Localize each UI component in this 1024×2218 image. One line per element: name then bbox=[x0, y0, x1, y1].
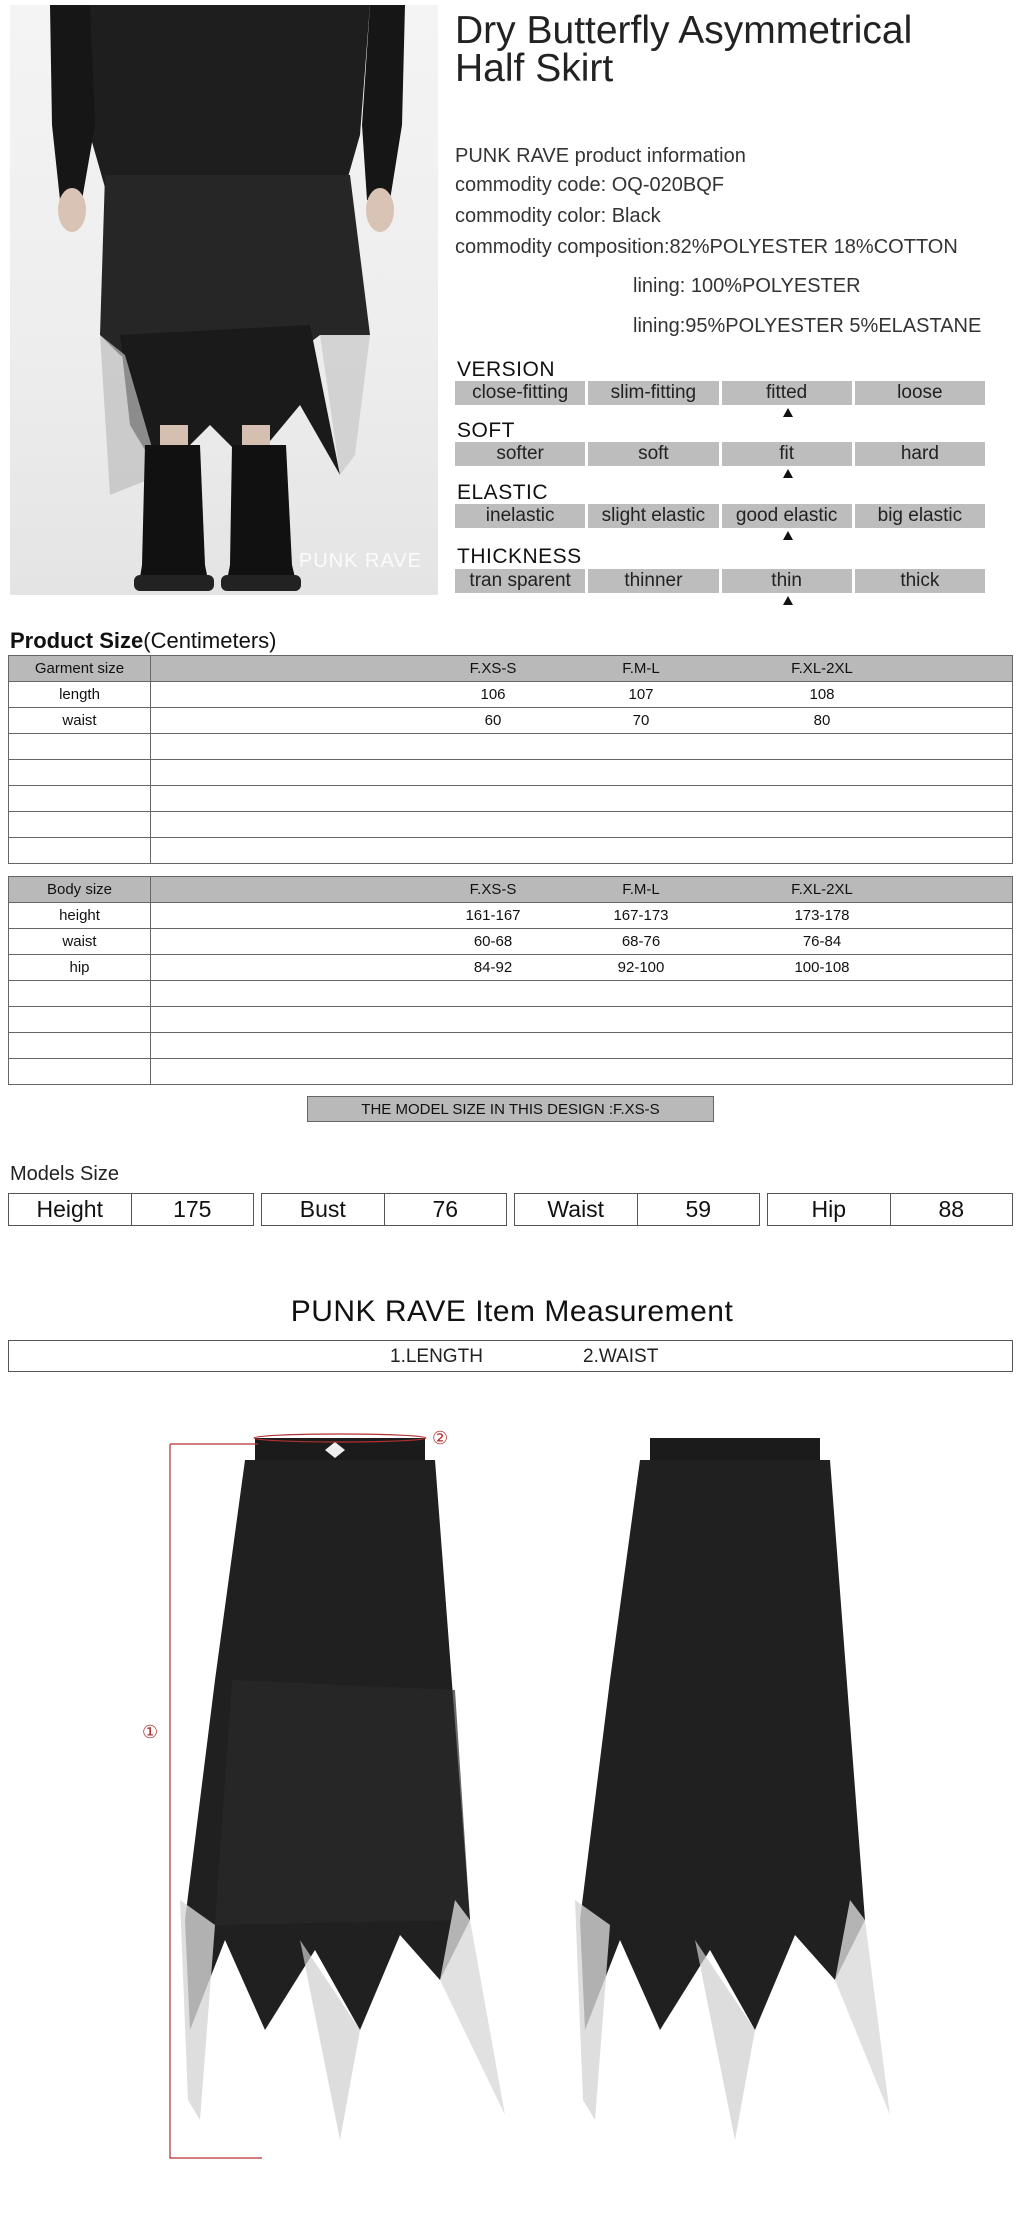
model-measure-value: 88 bbox=[938, 1196, 965, 1222]
version-label: VERSION bbox=[457, 358, 556, 381]
model-waist bbox=[514, 1193, 760, 1226]
cell-value: 68-76 bbox=[621, 933, 661, 950]
info-color-label: commodity color: bbox=[455, 205, 607, 227]
info-composition bbox=[455, 236, 958, 259]
cell-value: 161-167 bbox=[465, 907, 521, 924]
measurement-figure bbox=[0, 1380, 1024, 2218]
skirt-flat-illustrations bbox=[0, 1380, 1024, 2218]
soft-option: softer bbox=[455, 442, 585, 466]
cell-value: 167-173 bbox=[613, 907, 669, 924]
cell-value: 106 bbox=[480, 686, 506, 703]
garment-size-table bbox=[8, 655, 1013, 864]
thickness-scale bbox=[455, 569, 985, 593]
size-header: F.XS-S bbox=[469, 660, 517, 677]
table-row-empty bbox=[9, 1007, 1013, 1033]
elastic-selected-marker bbox=[783, 531, 793, 540]
product-title-line2: Half Skirt bbox=[455, 47, 614, 90]
row-label: height bbox=[9, 903, 151, 929]
version-selected-marker bbox=[783, 408, 793, 417]
model-measure-label: Waist bbox=[515, 1194, 638, 1225]
table-row-empty bbox=[9, 838, 1013, 864]
table-row bbox=[9, 708, 1013, 734]
model-measure-value: 175 bbox=[173, 1196, 212, 1222]
skirt-front-illustration bbox=[180, 1438, 505, 2140]
table-row-empty bbox=[9, 812, 1013, 838]
model-measure-label: Height bbox=[9, 1194, 132, 1225]
info-lining-1-label: lining: bbox=[633, 275, 686, 297]
cell-value: 70 bbox=[632, 712, 650, 729]
cell-value: 173-178 bbox=[794, 907, 850, 924]
table-row bbox=[9, 929, 1013, 955]
soft-option: soft bbox=[588, 442, 718, 466]
version-scale bbox=[455, 381, 985, 405]
table-row bbox=[9, 903, 1013, 929]
product-title bbox=[455, 9, 1015, 90]
product-size-unit: (Centimeters) bbox=[143, 628, 277, 653]
waist-marker: ② bbox=[432, 1428, 449, 1449]
elastic-option: good elastic bbox=[722, 504, 852, 528]
model-measure-label: Hip bbox=[768, 1194, 891, 1225]
body-size-header: Body size bbox=[9, 877, 151, 903]
info-code-label: commodity code: bbox=[455, 174, 607, 196]
table-row-empty bbox=[9, 1033, 1013, 1059]
size-header: F.M-L bbox=[622, 660, 660, 677]
info-lining-1-value: 100%POLYESTER bbox=[690, 275, 861, 297]
model-bust bbox=[261, 1193, 507, 1226]
table-header-row bbox=[9, 877, 1013, 903]
row-label: hip bbox=[9, 955, 151, 981]
cell-value: 76-84 bbox=[802, 933, 842, 950]
row-label: length bbox=[9, 682, 151, 708]
cell-value: 107 bbox=[628, 686, 654, 703]
photo-watermark: PUNK RAVE bbox=[298, 550, 422, 572]
info-composition-label: commodity composition: bbox=[455, 236, 670, 258]
measurement-item-waist: 2.WAIST bbox=[583, 1346, 659, 1367]
row-label: waist bbox=[9, 929, 151, 955]
thickness-label: THICKNESS bbox=[457, 545, 582, 568]
soft-selected-marker bbox=[783, 469, 793, 478]
cell-value: 84-92 bbox=[473, 959, 513, 976]
cell-value: 80 bbox=[813, 712, 831, 729]
thickness-option: thin bbox=[722, 569, 852, 593]
elastic-option: inelastic bbox=[455, 504, 585, 528]
soft-label: SOFT bbox=[457, 419, 515, 442]
info-code bbox=[455, 174, 724, 197]
body-size-table bbox=[8, 876, 1013, 1085]
size-header: F.XL-2XL bbox=[791, 660, 853, 677]
table-row-empty bbox=[9, 1059, 1013, 1085]
version-option: close-fitting bbox=[455, 381, 585, 405]
table-row bbox=[9, 682, 1013, 708]
product-title-line1: Dry Butterfly Asymmetrical bbox=[455, 9, 913, 52]
table-row bbox=[9, 955, 1013, 981]
info-lining-1 bbox=[633, 275, 861, 298]
length-marker: ① bbox=[142, 1722, 159, 1743]
info-color-value: Black bbox=[611, 205, 661, 227]
elastic-label: ELASTIC bbox=[457, 481, 549, 504]
table-row-empty bbox=[9, 760, 1013, 786]
soft-option: fit bbox=[722, 442, 852, 466]
thickness-option: thick bbox=[855, 569, 985, 593]
model-measure-value: 59 bbox=[685, 1196, 712, 1222]
measurement-legend bbox=[8, 1340, 1013, 1372]
cell-value: 100-108 bbox=[794, 959, 850, 976]
model-measure-label: Bust bbox=[262, 1194, 385, 1225]
info-code-value: OQ-020BQF bbox=[611, 174, 724, 196]
soft-option: hard bbox=[855, 442, 985, 466]
table-header-row bbox=[9, 656, 1013, 682]
cell-value: 92-100 bbox=[617, 959, 665, 976]
elastic-option: slight elastic bbox=[588, 504, 718, 528]
row-label: waist bbox=[9, 708, 151, 734]
thickness-option: tran sparent bbox=[455, 569, 585, 593]
info-lining-2-label: lining: bbox=[633, 315, 686, 337]
thickness-selected-marker bbox=[783, 596, 793, 605]
cell-value: 60 bbox=[484, 712, 502, 729]
size-header: F.XS-S bbox=[469, 881, 517, 898]
info-color bbox=[455, 205, 661, 228]
soft-scale bbox=[455, 442, 985, 466]
model-illustration bbox=[10, 5, 438, 595]
model-hip bbox=[767, 1193, 1013, 1226]
size-header: F.M-L bbox=[622, 881, 660, 898]
version-option: loose bbox=[855, 381, 985, 405]
version-option: fitted bbox=[722, 381, 852, 405]
size-header: F.XL-2XL bbox=[791, 881, 853, 898]
product-size-heading bbox=[10, 628, 277, 654]
thickness-option: thinner bbox=[588, 569, 718, 593]
cell-value: 60-68 bbox=[473, 933, 513, 950]
info-lining-2-value: 95%POLYESTER 5%ELASTANE bbox=[685, 315, 982, 337]
model-measure-value: 76 bbox=[432, 1196, 459, 1222]
info-composition-value: 82%POLYESTER 18%COTTON bbox=[669, 236, 958, 258]
skirt-back-illustration bbox=[575, 1438, 890, 2140]
info-lining-2 bbox=[633, 315, 981, 338]
measurement-item-length: 1.LENGTH bbox=[390, 1346, 483, 1367]
model-size-note: THE MODEL SIZE IN THIS DESIGN :F.XS-S bbox=[307, 1096, 714, 1122]
product-photo bbox=[10, 5, 438, 595]
model-height bbox=[8, 1193, 254, 1226]
info-heading: PUNK RAVE product information bbox=[455, 145, 746, 167]
measurement-title: PUNK RAVE Item Measurement bbox=[290, 1295, 734, 1328]
elastic-option: big elastic bbox=[855, 504, 985, 528]
table-row-empty bbox=[9, 786, 1013, 812]
cell-value: 108 bbox=[809, 686, 835, 703]
models-size-row bbox=[8, 1193, 1013, 1226]
models-size-title: Models Size bbox=[10, 1163, 119, 1185]
table-row-empty bbox=[9, 734, 1013, 760]
table-row-empty bbox=[9, 981, 1013, 1007]
elastic-scale bbox=[455, 504, 985, 528]
product-size-title: Product Size bbox=[10, 628, 144, 653]
version-option: slim-fitting bbox=[588, 381, 718, 405]
garment-size-header: Garment size bbox=[9, 656, 151, 682]
